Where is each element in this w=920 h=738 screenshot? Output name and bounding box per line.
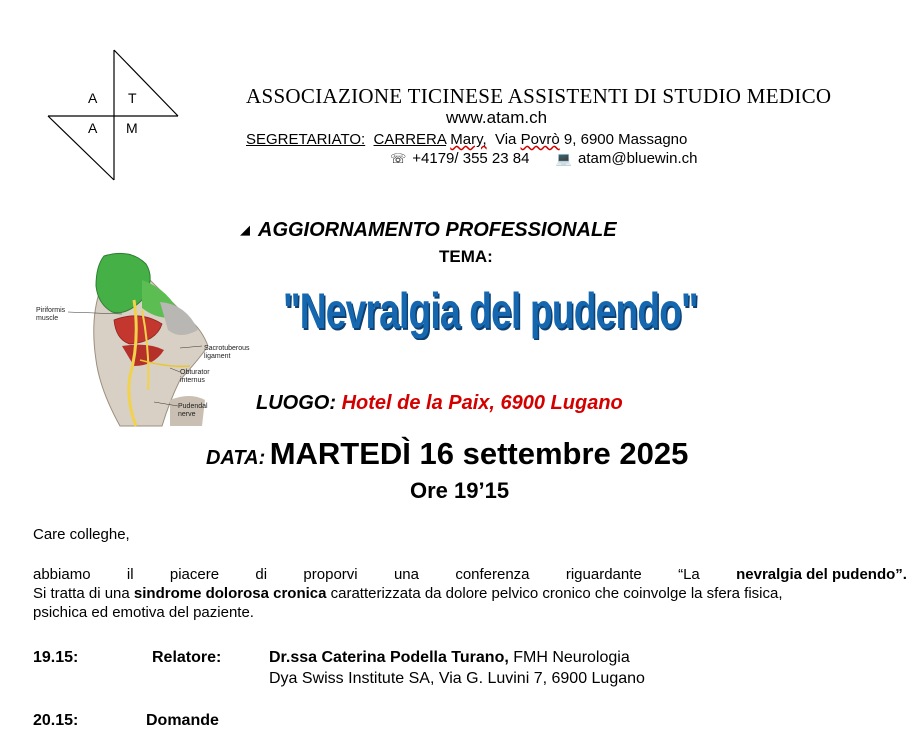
- label-pudendal: [178, 403, 208, 419]
- logo-letter-m: M: [126, 120, 138, 136]
- program-role-1: Relatore:: [152, 649, 222, 666]
- program-title-2: Domande: [146, 712, 219, 729]
- topic-title: "Nevralgia del pudendo": [283, 283, 698, 339]
- intro-word: il: [126, 566, 134, 583]
- label-sacrotuberous-l1: Sacrotuberous: [204, 345, 250, 352]
- label-piriformis: [36, 307, 65, 323]
- label-obturator-l2: internus: [180, 377, 205, 384]
- phone-number: +4179/ 355 23 84: [412, 150, 530, 167]
- label-obturator: [180, 369, 210, 385]
- secretariat-street: Povrò: [520, 131, 560, 148]
- speaker-institution: Dya Swiss Institute SA, Via G. Luvini 7, 6900 Lugano: [269, 670, 645, 687]
- secretariat-address: 9, 6900 Massagno: [563, 131, 688, 148]
- label-piriformis-l2: muscle: [36, 315, 59, 322]
- anatomy-drawing: [30, 250, 255, 428]
- intro-topic-bold: [736, 565, 907, 584]
- date-label: DATA:: [206, 447, 266, 469]
- label-sacrotuberous: [204, 345, 250, 361]
- secretariat-first-name: Mary,: [450, 131, 487, 148]
- label-sacrotuberous-l2: ligament: [204, 353, 231, 360]
- place-value: Hotel de la Paix, 6900 Lugano: [341, 392, 623, 414]
- logo-letter-a2: A: [88, 120, 98, 136]
- program-time-1: 19.15:: [33, 649, 79, 666]
- intro-topic-text: nevralgia del pudendo: [736, 566, 896, 583]
- date-line: [206, 436, 688, 472]
- intro-line2-start: Si tratta di una: [33, 585, 130, 602]
- intro-syndrome-bold: sindrome dolorosa cronica: [133, 585, 327, 602]
- place-label: LUOGO:: [256, 392, 336, 414]
- intro-word: conferenza: [455, 566, 530, 583]
- logo-mark: [44, 48, 184, 184]
- speaker-name: Dr.ssa Caterina Podella Turano,: [269, 649, 509, 666]
- intro-word: abbiamo: [33, 566, 91, 583]
- logo-letter-t: T: [128, 90, 137, 106]
- program-time-2: 20.15:: [33, 712, 79, 729]
- intro-word: una: [393, 566, 419, 583]
- section-title-text: AGGIORNAMENTO PROFESSIONALE: [258, 219, 617, 241]
- intro-line2-end: caratterizzata da dolore pelvico cronico che coinvolge la sfera fisica,: [330, 585, 783, 602]
- intro-word: piacere: [169, 566, 220, 583]
- label-pudendal-l2: nerve: [178, 411, 196, 418]
- label-pudendal-l1: Pudendal: [178, 403, 208, 410]
- computer-icon: 💻: [555, 152, 572, 167]
- program-speaker: [269, 649, 630, 667]
- greeting: Care colleghe,: [33, 526, 130, 543]
- intro-paragraph: [33, 565, 907, 622]
- intro-word: “La: [678, 566, 700, 583]
- email-address[interactable]: atam@bluewin.ch: [578, 150, 698, 167]
- pudendal-anatomy-illustration: [30, 250, 255, 428]
- website-link[interactable]: www.atam.ch: [446, 108, 548, 127]
- label-obturator-l1: Obturator: [180, 369, 210, 376]
- telephone-icon: ☏: [390, 152, 407, 167]
- secretariat-via: Via: [494, 131, 517, 148]
- logo-letter-a1: A: [88, 90, 98, 106]
- theme-label: TEMA:: [439, 247, 493, 266]
- label-piriformis-l1: Piriformis: [36, 307, 66, 314]
- section-title: [240, 219, 617, 242]
- contacts-line: [390, 150, 697, 167]
- atam-logo: [44, 48, 184, 184]
- triangle-bullet-icon: ◢: [240, 223, 250, 238]
- organization-name: ASSOCIAZIONE TICINESE ASSISTENTI DI STUDIO MEDICO: [246, 84, 832, 108]
- secretariat-label: SEGRETARIATO:: [246, 131, 366, 148]
- place-line: [256, 392, 623, 415]
- date-value: MARTEDÌ 16 settembre 2025: [269, 436, 689, 471]
- time-line: Ore 19’15: [410, 478, 510, 503]
- intro-topic-close: ”.: [895, 566, 907, 583]
- intro-word: di: [255, 566, 268, 583]
- intro-line-1: [33, 565, 907, 584]
- speaker-title: FMH Neurologia: [513, 649, 630, 666]
- intro-word: riguardante: [565, 566, 642, 583]
- secretariat-line: [246, 131, 687, 148]
- intro-line-3: psichica ed emotiva del paziente.: [33, 604, 254, 621]
- intro-word: proporvi: [303, 566, 358, 583]
- secretariat-name: CARRERA: [373, 131, 447, 148]
- intro-line-2: [33, 584, 907, 603]
